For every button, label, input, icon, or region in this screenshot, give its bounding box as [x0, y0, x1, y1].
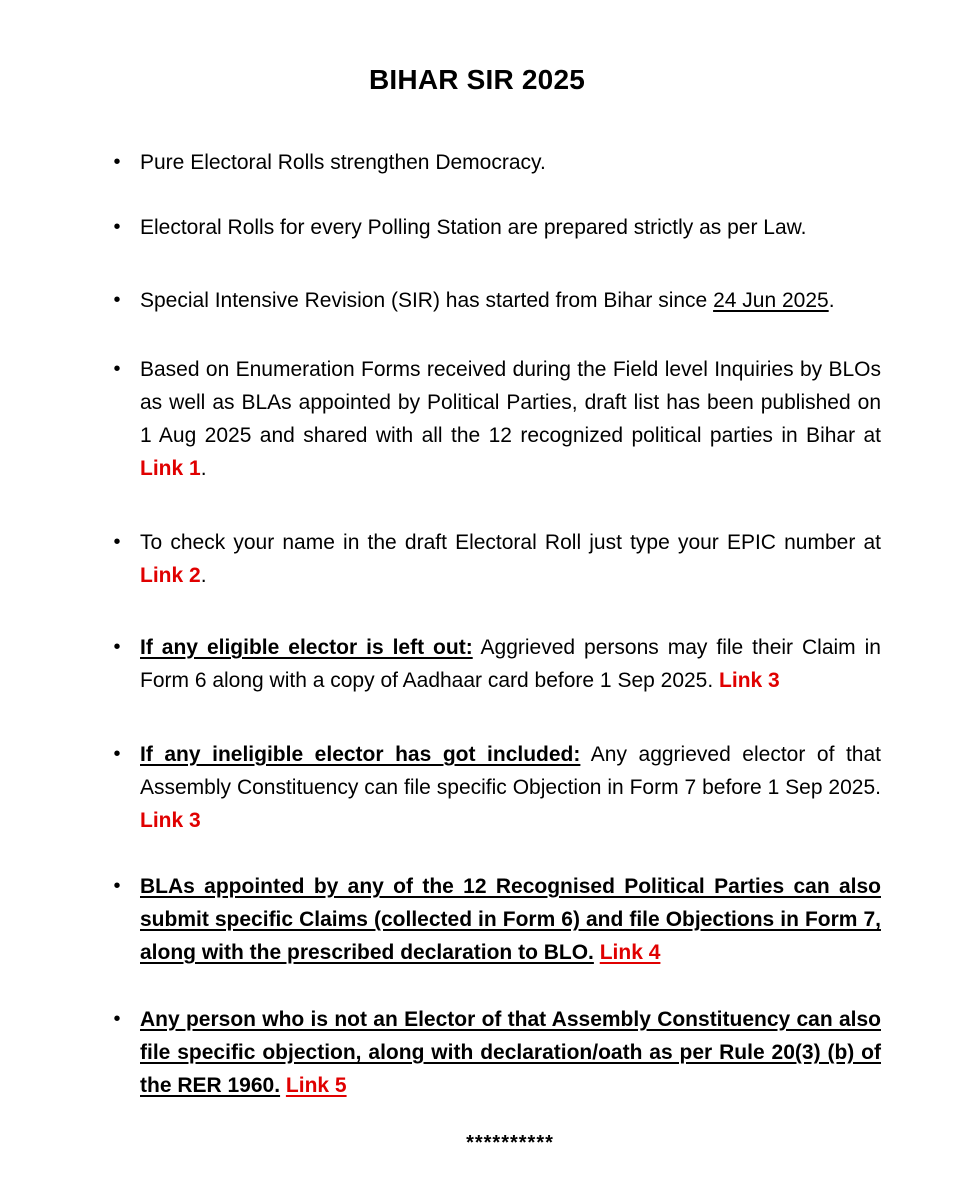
bullet-icon: • — [113, 289, 121, 311]
list-item — [113, 870, 881, 969]
list-item — [113, 1003, 881, 1102]
link-1[interactable]: Link 1 — [140, 457, 201, 480]
link-3-objection[interactable]: Link 3 — [140, 809, 201, 832]
bullet-icon: • — [113, 216, 121, 238]
start-date: 24 Jun 2025 — [713, 289, 829, 312]
item-text-end: . — [200, 564, 207, 587]
item-text: Any person who is not an Elector of that Assembly Constituency can also file specific objection, along with declaration/oath as per Rule 20(3) (b) of the RER 1960. — [140, 1008, 881, 1097]
bullet-icon: • — [113, 151, 121, 173]
item-text: Aggrieved persons may file their Claim in Form 6 along with a copy of Aadhaar card before 1 Sep 2025. — [140, 636, 881, 692]
link-4[interactable]: Link 4 — [599, 941, 661, 964]
item-heading: If any ineligible elector has got included: — [140, 743, 581, 766]
item-text: Based on Enumeration Forms received during the Field level Inquiries by BLOs as well as BLAs appointed by Political Parties, draft list has been published on 1 Aug 2025 and shared with all the 12 recognized political parties in Bihar at — [140, 358, 881, 447]
list-item — [113, 631, 881, 697]
bullet-icon: • — [113, 875, 121, 897]
item-text: To check your name in the draft Electoral Roll just type your EPIC number at — [140, 531, 881, 554]
item-text-end: . — [828, 289, 835, 312]
list-item — [113, 738, 881, 837]
list-item — [113, 526, 881, 592]
page-title: BIHAR SIR 2025 — [369, 64, 585, 95]
footer-separator: ********** — [466, 1132, 554, 1154]
bullet-icon: • — [113, 636, 121, 658]
item-text: Any aggrieved elector of that Assembly Constituency can file specific Objection in Form 7 before 1 Sep 2025. — [140, 743, 881, 799]
list-item — [113, 211, 881, 244]
item-text-end: . — [200, 457, 207, 480]
bullet-icon: • — [113, 531, 121, 553]
item-text: Special Intensive Revision (SIR) has started from Bihar since — [140, 289, 714, 312]
list-item — [113, 284, 881, 317]
bullet-icon: • — [113, 358, 121, 380]
item-text: BLAs appointed by any of the 12 Recognised Political Parties can also submit specific Claims (collected in Form 6) and file Objections in Form 7, along with the prescribed declaration to BLO. — [140, 875, 881, 964]
item-text: Electoral Rolls for every Polling Station are prepared strictly as per Law. — [140, 216, 807, 239]
list-item — [113, 146, 881, 179]
item-heading: If any eligible elector is left out: — [140, 636, 473, 659]
link-2[interactable]: Link 2 — [140, 564, 201, 587]
link-5[interactable]: Link 5 — [285, 1074, 347, 1097]
bullet-icon: • — [113, 1008, 121, 1030]
list-item — [113, 353, 881, 485]
link-3[interactable]: Link 3 — [719, 669, 780, 692]
item-text: Pure Electoral Rolls strengthen Democracy. — [140, 151, 546, 174]
bullet-icon: • — [113, 743, 121, 765]
